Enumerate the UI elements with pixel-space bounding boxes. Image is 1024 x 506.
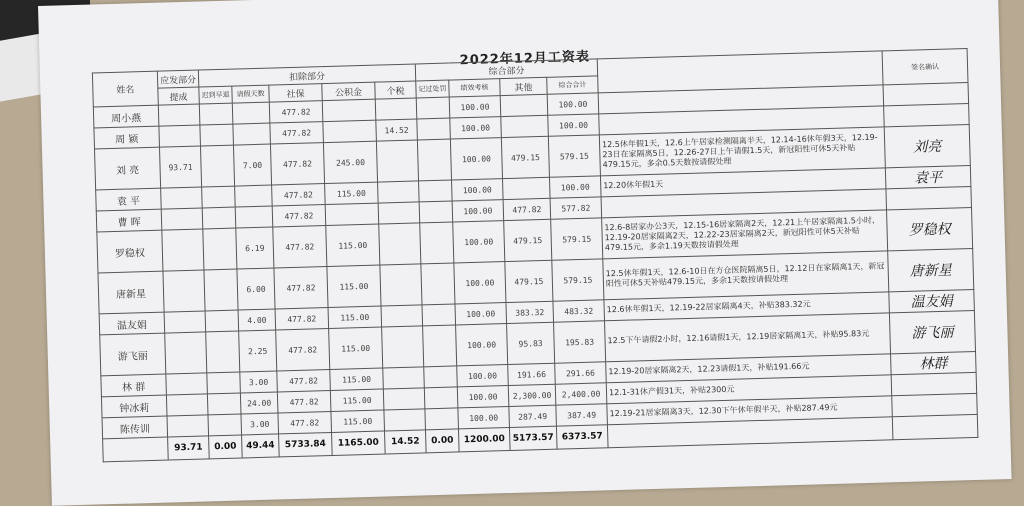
employee-name: 刘 亮 — [95, 147, 161, 190]
leave-days-cell: 3.00 — [241, 413, 279, 435]
social-security-cell: 477.82 — [270, 122, 324, 144]
row-total-cell: 195.83 — [554, 321, 606, 363]
leave-days-cell — [235, 206, 273, 228]
row-total-cell: 2,400.00 — [555, 383, 607, 405]
signature-cell — [891, 372, 977, 395]
leave-days-cell: 4.00 — [238, 309, 276, 331]
header-leave-days: 请假天数 — [232, 85, 269, 103]
header-late-early: 迟到早退 — [199, 86, 232, 104]
leave-days-cell — [235, 185, 273, 207]
performance-cell: 100.00 — [454, 262, 506, 304]
header-tax: 个税 — [375, 81, 416, 99]
leave-days-cell: 2.25 — [239, 330, 277, 372]
row-total-cell: 579.15 — [548, 135, 600, 177]
header-total: 综合合计 — [547, 76, 598, 94]
late-early-cell — [200, 145, 234, 187]
tax-cell — [381, 305, 423, 327]
late-early-cell — [204, 269, 238, 311]
late-early-cell — [207, 372, 241, 394]
housing-fund-cell — [325, 203, 379, 225]
housing-fund-cell: 115.00 — [327, 265, 381, 307]
header-payable-group: 应发部分 — [157, 70, 198, 88]
leave-days-cell: 6.19 — [236, 227, 274, 269]
note-cell: 12.1-31休产假31天，补贴2300元 — [606, 375, 891, 404]
late-early-cell — [208, 414, 242, 436]
total-performance: 1200.00 — [458, 428, 510, 452]
payroll-sheet — [38, 0, 1012, 506]
performance-cell: 100.00 — [452, 200, 504, 222]
tax-cell — [383, 388, 425, 410]
total-signature — [892, 414, 978, 439]
demerit-cell — [424, 366, 458, 388]
signature-cell: 唐新星 — [888, 248, 974, 291]
demerit-cell — [416, 97, 450, 119]
note-cell: 12.20休年假1天 — [600, 168, 885, 197]
late-early-cell — [200, 124, 234, 146]
bonus-cell — [165, 332, 207, 374]
performance-cell: 100.00 — [453, 221, 505, 263]
demerit-cell — [422, 304, 456, 326]
late-early-cell — [206, 331, 240, 373]
bonus-cell — [163, 270, 205, 312]
total-other: 5173.57 — [509, 426, 557, 450]
header-performance: 绩效考核 — [449, 79, 500, 97]
social-security-cell: 477.82 — [278, 411, 332, 433]
other-cell: 479.15 — [501, 136, 549, 178]
late-early-cell — [202, 207, 236, 229]
signature-cell: 刘亮 — [884, 125, 970, 168]
leave-days-cell: 3.00 — [240, 371, 278, 393]
signature-cell — [892, 393, 978, 416]
bonus-cell — [164, 311, 206, 333]
other-cell: 287.49 — [509, 405, 557, 427]
tax-cell — [378, 181, 420, 203]
signature-cell: 袁平 — [885, 166, 971, 189]
total-social: 5733.84 — [279, 432, 333, 456]
bonus-cell — [161, 208, 203, 230]
housing-fund-cell: 115.00 — [328, 306, 382, 328]
row-total-cell: 100.00 — [549, 176, 601, 198]
other-cell — [500, 94, 548, 116]
note-cell: 12.5休年假1天，12.6上午居家检测隔离半天，12.14-16休年假3天，12.19-23日在家隔离5日，12.26-27日上午请假1.5天，新冠阳性可休5天补贴479.15元，多余0.5天数按请假处理 — [599, 127, 885, 176]
late-early-cell — [203, 228, 237, 270]
header-deduction-group: 扣除部分 — [198, 64, 415, 87]
bonus-cell — [158, 104, 200, 126]
bonus-cell — [167, 415, 209, 437]
social-security-cell: 477.82 — [274, 267, 328, 309]
leave-days-cell: 6.00 — [237, 268, 275, 310]
housing-fund-cell: 115.00 — [330, 368, 384, 390]
row-total-cell: 579.15 — [551, 218, 603, 260]
note-cell: 12.5休年假1天，12.6-10日在方仓医院隔离5日，12.12日在家隔离1天，新冠阳性可休5天补贴479.15元，多余1天数按请假处理 — [603, 251, 889, 300]
signature-cell — [884, 104, 970, 127]
employee-name: 曹 晖 — [96, 209, 162, 232]
demerit-cell — [417, 139, 451, 181]
note-cell: 12.5下午请假2小时，12.16请假1天，12.19居家隔离1天，补贴95.83元 — [605, 313, 891, 362]
note-cell: 12.19-20居家隔离2天，12.23请假1天，补贴191.66元 — [606, 354, 891, 383]
social-security-cell: 477.82 — [269, 101, 323, 123]
tax-cell — [384, 409, 426, 431]
tax-cell: 14.52 — [376, 119, 418, 141]
other-cell: 95.83 — [507, 322, 555, 364]
leave-days-cell: 24.00 — [240, 392, 278, 414]
tax-cell — [380, 264, 422, 306]
social-security-cell: 477.82 — [277, 390, 331, 412]
total-bonus: 93.71 — [168, 436, 210, 460]
demerit-cell — [419, 201, 453, 223]
demerit-cell — [421, 263, 455, 305]
performance-cell: 100.00 — [449, 96, 501, 118]
housing-fund-cell — [322, 99, 376, 121]
employee-name: 游飞丽 — [100, 333, 166, 376]
row-total-cell: 100.00 — [548, 114, 600, 136]
header-bonus: 提成 — [158, 87, 199, 105]
bonus-cell: 93.71 — [159, 146, 201, 188]
employee-name: 陈传训 — [102, 416, 168, 439]
housing-fund-cell: 115.00 — [326, 224, 380, 266]
signature-cell: 游飞丽 — [889, 310, 975, 353]
social-security-cell: 477.82 — [275, 308, 329, 330]
signature-cell — [886, 187, 972, 210]
total-total: 6373.57 — [556, 425, 608, 449]
demerit-cell — [420, 222, 454, 264]
demerit-cell — [419, 180, 453, 202]
tax-cell — [378, 202, 420, 224]
housing-fund-cell: 115.00 — [329, 327, 383, 369]
signature-cell — [883, 83, 969, 106]
late-early-cell — [202, 186, 236, 208]
note-cell: 12.6-8居家办公3天，12.15-16居家隔离2天，12.21上午居家隔离1.5小时，12.19-20居家隔离2天，12.22-23居家隔离2天，新冠阳性可休5天补贴479.15元，多余1.19天数按请假处理 — [602, 210, 888, 259]
tax-cell — [382, 326, 424, 368]
header-demerit: 记过处罚 — [416, 80, 449, 98]
social-security-cell: 477.82 — [277, 369, 331, 391]
total-tax: 14.52 — [385, 430, 427, 454]
housing-fund-cell: 115.00 — [325, 182, 379, 204]
row-total-cell: 291.66 — [555, 362, 607, 384]
social-security-cell: 477.82 — [270, 143, 324, 185]
housing-fund-cell: 115.00 — [331, 410, 385, 432]
employee-name: 唐新星 — [98, 271, 164, 314]
header-signature: 签名确认 — [882, 49, 968, 85]
signature-cell: 罗稳权 — [887, 208, 973, 251]
other-cell: 479.15 — [504, 219, 552, 261]
tax-cell — [376, 140, 418, 182]
performance-cell: 100.00 — [450, 117, 502, 139]
performance-cell: 100.00 — [452, 179, 504, 201]
employee-name: 周 颖 — [94, 126, 160, 149]
bonus-cell — [166, 394, 208, 416]
housing-fund-cell — [323, 120, 377, 142]
bonus-cell — [159, 125, 201, 147]
row-total-cell: 577.82 — [550, 197, 602, 219]
payroll-table — [92, 48, 979, 462]
other-cell: 383.32 — [506, 301, 554, 323]
late-early-cell — [205, 310, 239, 332]
other-cell: 477.82 — [503, 198, 551, 220]
tax-cell — [375, 98, 417, 120]
employee-name: 钟冰莉 — [101, 395, 167, 418]
row-total-cell: 483.32 — [553, 300, 605, 322]
signature-cell: 温友娟 — [889, 289, 975, 312]
other-cell: 479.15 — [505, 260, 553, 302]
header-housing-fund: 公积金 — [322, 82, 375, 100]
late-early-cell — [207, 393, 241, 415]
social-security-cell: 477.82 — [273, 226, 327, 268]
housing-fund-cell: 245.00 — [323, 141, 377, 183]
social-security-cell: 477.82 — [276, 329, 330, 371]
other-cell — [501, 115, 549, 137]
row-total-cell: 579.15 — [552, 259, 604, 301]
demerit-cell — [417, 118, 451, 140]
header-name: 姓名 — [92, 71, 158, 107]
social-security-cell: 477.82 — [272, 205, 326, 227]
performance-cell: 100.00 — [450, 138, 502, 180]
employee-name: 周小燕 — [93, 105, 159, 128]
row-total-cell: 387.49 — [556, 404, 608, 426]
performance-cell: 100.00 — [456, 324, 508, 366]
note-cell: 12.19-21居家隔离3天，12.30下午休年假半天，补贴287.49元 — [607, 396, 892, 425]
total-leave: 49.44 — [242, 434, 280, 458]
other-cell — [503, 177, 551, 199]
header-other: 其他 — [500, 77, 547, 95]
performance-cell: 100.00 — [457, 386, 509, 408]
demerit-cell — [424, 387, 458, 409]
housing-fund-cell: 115.00 — [330, 389, 384, 411]
leave-days-cell — [233, 123, 271, 145]
bonus-cell — [161, 187, 203, 209]
performance-cell: 100.00 — [455, 303, 507, 325]
header-social-security: 社保 — [269, 84, 322, 102]
total-fund: 1165.00 — [332, 431, 386, 455]
demerit-cell — [425, 408, 459, 430]
sheet-title: 2022年12月工资表 — [459, 49, 591, 69]
totals-label — [103, 437, 169, 462]
tax-cell — [383, 367, 425, 389]
bonus-cell — [166, 373, 208, 395]
bonus-cell — [162, 229, 204, 271]
header-comprehensive-group: 综合部分 — [415, 59, 597, 81]
signature-cell: 林群 — [891, 351, 977, 374]
row-total-cell: 100.00 — [547, 93, 599, 115]
tax-cell — [379, 223, 421, 265]
other-cell: 2,300.00 — [508, 384, 556, 406]
demerit-cell — [423, 325, 457, 367]
performance-cell: 100.00 — [458, 407, 510, 429]
performance-cell: 100.00 — [457, 365, 509, 387]
employee-name: 林 群 — [101, 374, 167, 397]
late-early-cell — [199, 103, 233, 125]
employee-name: 袁 平 — [96, 188, 162, 211]
other-cell: 191.66 — [508, 363, 556, 385]
note-cell: 12.6休年假1天，12.19-22居家隔离4天，补贴383.32元 — [604, 292, 889, 321]
total-demerit: 0.00 — [426, 429, 460, 453]
employee-name: 温友娟 — [99, 312, 165, 335]
leave-days-cell: 7.00 — [233, 144, 271, 186]
employee-name: 罗稳权 — [97, 230, 163, 273]
leave-days-cell — [232, 102, 270, 124]
social-security-cell: 477.82 — [272, 184, 326, 206]
total-late: 0.00 — [209, 435, 243, 459]
